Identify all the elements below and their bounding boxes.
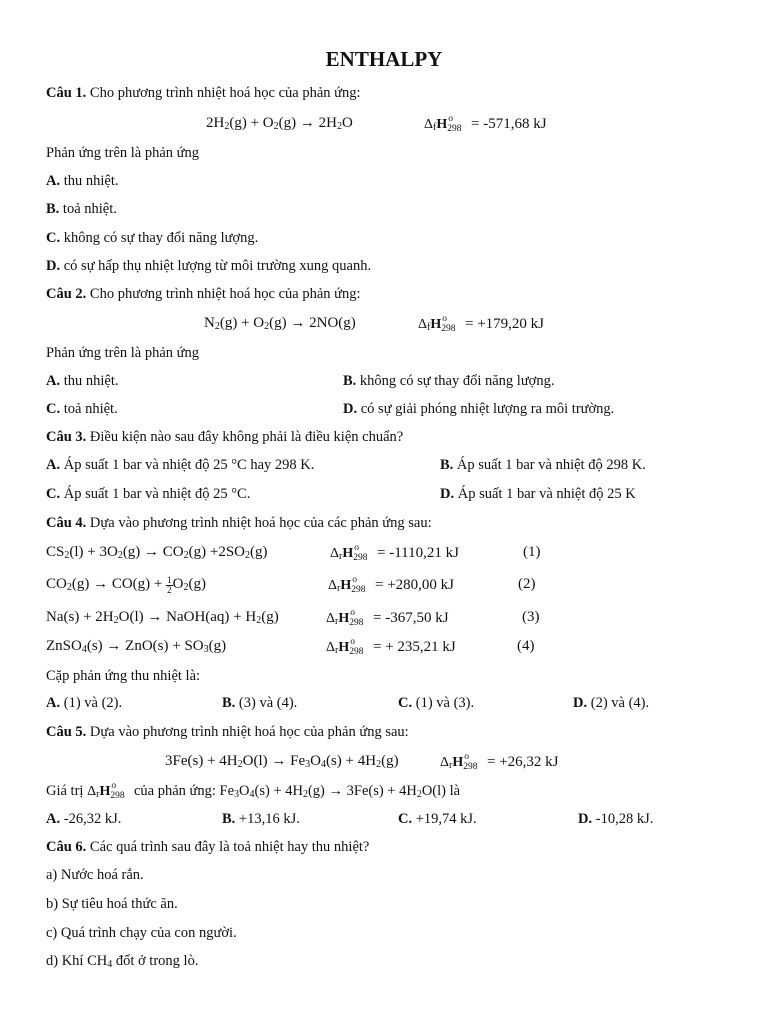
reaction-2-value: +280,00 kJ bbox=[387, 577, 455, 593]
question-6-item-d: d) Khí $CH_4$ đốt ở trong lò. bbox=[46, 953, 199, 970]
question-2-label: Câu 2. bbox=[46, 286, 87, 302]
reaction-3-number: (3) bbox=[522, 609, 540, 625]
question-2-option-b: B. không có sự thay đổi năng lượng. bbox=[343, 373, 555, 389]
question-6-item-a: a) Nước hoá rắn. bbox=[46, 867, 144, 883]
question-3-text: Điều kiện nào sau đây không phải là điều kiện chuẩn? bbox=[89, 429, 404, 445]
question-2-text: Cho phương trình nhiệt hoá học của phản ứng: bbox=[89, 286, 361, 302]
question-1-option-a: A. thu nhiệt. bbox=[46, 173, 119, 189]
question-5-enthalpy: $\Delta_rH$ o 298 = +26,32 kJ bbox=[440, 752, 559, 772]
question-5-label: Câu 5. bbox=[46, 724, 87, 740]
question-4-text: Dựa vào phương trình nhiệt hoá học của các phản ứng sau: bbox=[89, 515, 432, 531]
reaction-2-number: (2) bbox=[518, 576, 536, 592]
question-5 bbox=[46, 723, 409, 741]
question-5-text: Dựa vào phương trình nhiệt hoá học của phản ứng sau: bbox=[89, 724, 409, 740]
question-1-stem: Phản ứng trên là phản ứng bbox=[46, 145, 200, 161]
reaction-4-number: (4) bbox=[517, 638, 535, 654]
page-title: ENTHALPY bbox=[325, 47, 443, 71]
question-4-stem: Cặp phản ứng thu nhiệt là: bbox=[46, 668, 201, 684]
question-1 bbox=[46, 84, 361, 102]
reaction-3-value: -367,50 kJ bbox=[385, 610, 449, 626]
reaction-3-enthalpy: $\Delta_rH$ o 298 = -367,50 kJ bbox=[326, 608, 449, 628]
question-1-text: Cho phương trình nhiệt hoá học của phản ứng: bbox=[89, 85, 361, 101]
reaction-4-value: + 235,21 kJ bbox=[385, 639, 456, 655]
question-2-value: +179,20 kJ bbox=[477, 316, 545, 332]
question-2-option-d: D. có sự giải phóng nhiệt lượng ra môi trường. bbox=[343, 401, 615, 417]
question-5-option-b: B. +13,16 kJ. bbox=[222, 811, 300, 827]
question-2-option-c: C. toả nhiệt. bbox=[46, 401, 118, 417]
question-5-option-d: D. -10,28 kJ. bbox=[578, 811, 654, 827]
question-3-option-b: B. Áp suất 1 bar và nhiệt độ 298 K. bbox=[440, 457, 646, 473]
question-6-item-c: c) Quá trình chạy của con người. bbox=[46, 925, 237, 941]
reaction-1-value: -1110,21 kJ bbox=[389, 545, 459, 561]
delta-h-symbol: $\Delta_rH$ o 298 bbox=[326, 637, 364, 657]
question-4-label: Câu 4. bbox=[46, 515, 87, 531]
reaction-4-enthalpy: $\Delta_rH$ o 298 = + 235,21 kJ bbox=[326, 637, 456, 657]
question-1-value: -571,68 kJ bbox=[483, 116, 547, 132]
question-1-option-d: D. có sự hấp thụ nhiệt lượng từ môi trường xung quanh. bbox=[46, 258, 372, 274]
question-1-equation: $2H_2(g) + O_2(g) \to 2H_2O$ bbox=[206, 115, 353, 132]
question-4-option-a: A. (1) và (2). bbox=[46, 695, 123, 711]
reaction-1-number: (1) bbox=[523, 544, 541, 560]
delta-h-symbol: $\Delta_fH$ o 298 bbox=[418, 314, 456, 334]
question-5-option-a: A. -26,32 kJ. bbox=[46, 811, 122, 827]
reaction-3-equation: $Na(s) + 2H_2O(l)$ → NaOH(aq) + $H_2(g)$ bbox=[46, 609, 279, 626]
question-2-enthalpy: $\Delta_fH$ o 298 = +179,20 kJ bbox=[418, 314, 545, 334]
delta-h-symbol: $\Delta_rH$ o 298 bbox=[440, 752, 478, 772]
reaction-1-equation: $CS_2(l) + 3O_2(g) \to CO_2(g) +2SO_2(g)$ bbox=[46, 544, 268, 561]
question-2-equation: $N_2(g) + O_2(g) \to 2NO(g)$ bbox=[204, 315, 356, 332]
question-6 bbox=[46, 838, 369, 856]
question-2-option-a: A. thu nhiệt. bbox=[46, 373, 119, 389]
delta-h-symbol: $\Delta_rH$ o 298 bbox=[326, 608, 364, 628]
question-5-equation: $3Fe(s) + 4H_2O(l) \to Fe_3O_4(s) + 4H_2(g)$ bbox=[165, 753, 399, 770]
question-4-option-c: C. (1) và (3). bbox=[398, 695, 475, 711]
reaction-4-equation: ZnSO$_4$(s) → $ZnO(s) + SO_3(g)$ bbox=[46, 638, 227, 655]
question-5-stem: Giá trị $\Delta_rH$ o 298 của phản ứng: $Fe_3O_4(s) + 4H_2(g) \to 3Fe(s) + 4H_2O(l)$ là bbox=[46, 781, 461, 801]
question-5-value: +26,32 kJ bbox=[499, 754, 559, 770]
delta-h-symbol: $\Delta_rH$ o 298 bbox=[330, 543, 368, 563]
question-5-option-c: C. +19,74 kJ. bbox=[398, 811, 477, 827]
fraction-one-half: $\frac{1}{2}$ bbox=[167, 575, 172, 595]
question-4 bbox=[46, 514, 432, 532]
reaction-1-enthalpy: $\Delta_rH$ o 298 = -1110,21 kJ bbox=[330, 543, 459, 563]
question-6-text: Các quá trình sau đây là toả nhiệt hay thu nhiệt? bbox=[89, 839, 370, 855]
question-4-option-b: B. (3) và (4). bbox=[222, 695, 298, 711]
question-1-option-c: C. không có sự thay đổi năng lượng. bbox=[46, 230, 259, 246]
question-1-option-b: B. toả nhiệt. bbox=[46, 201, 117, 217]
question-3-label: Câu 3. bbox=[46, 429, 87, 445]
delta-h-symbol: $\Delta_rH$ o 298 bbox=[87, 781, 125, 801]
question-1-enthalpy: $\Delta_fH$ o 298 = -571,68 kJ bbox=[424, 114, 547, 134]
question-6-item-b: b) Sự tiêu hoá thức ăn. bbox=[46, 896, 178, 912]
question-3-option-d: D. Áp suất 1 bar và nhiệt độ 25 K bbox=[440, 486, 636, 502]
question-3-option-c: C. Áp suất 1 bar và nhiệt độ 25 °C. bbox=[46, 486, 251, 502]
question-3 bbox=[46, 428, 403, 446]
delta-h-symbol: $\Delta_rH$ o 298 bbox=[328, 575, 366, 595]
question-6-label: Câu 6. bbox=[46, 839, 87, 855]
question-2 bbox=[46, 285, 361, 303]
question-3-option-a: A. Áp suất 1 bar và nhiệt độ 25 °C hay 298 K. bbox=[46, 457, 315, 473]
reaction-2-equation: $CO_2(g) \to CO(g)$ + $\frac{1}{2}$ $O_2(g)$ bbox=[46, 575, 206, 595]
question-1-label: Câu 1. bbox=[46, 85, 87, 101]
question-4-option-d: D. (2) và (4). bbox=[573, 695, 650, 711]
reaction-2-enthalpy: $\Delta_rH$ o 298 = +280,00 kJ bbox=[328, 575, 455, 595]
delta-h-symbol: $\Delta_fH$ o 298 bbox=[424, 114, 462, 134]
question-2-stem: Phản ứng trên là phản ứng bbox=[46, 345, 200, 361]
